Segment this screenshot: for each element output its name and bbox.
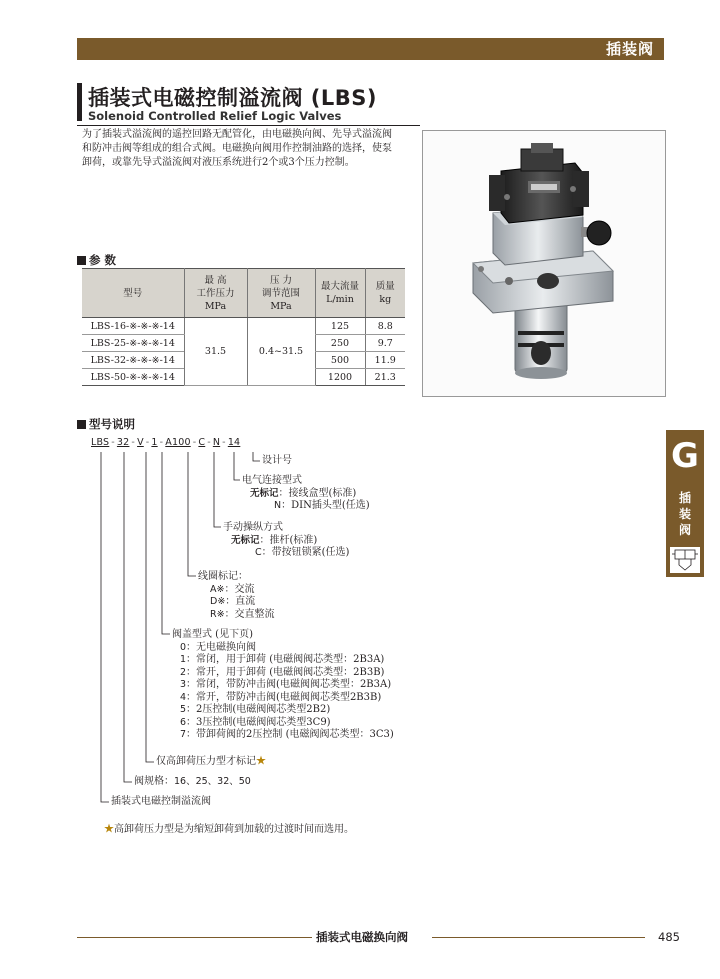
list-item: 2：常开，用于卸荷 (电磁阀阀芯类型：2B3B) [180,666,385,678]
code-seg-coil: A100 [165,437,191,448]
code-seg-size: 32 [116,437,130,448]
cell-model: LBS-16-※-※-※-14 [82,318,184,335]
cell-mass: 21.3 [365,369,405,386]
footer-title: 插装式电磁换向阀 [316,930,408,944]
side-tab-label: 插 装 阀 [678,491,691,537]
intro-line: 和防冲击阀等组成的组合式阀。电磁换向阀用作控制油路的选择，使泵 [82,143,392,154]
cell-model: LBS-50-※-※-※-14 [82,369,184,386]
list-item: 5：2压控制(电磁阀阀芯类型2B2) [180,704,331,715]
star-icon: ★ [256,756,266,767]
model-code-string: LBS - 32 - V - 1 - A100 - C - N - 14 [91,437,241,448]
manual-block: 手动操纵方式 无标记：推杆(标准) C：带按钮锁紧(任选) [223,522,350,558]
list-item: 0：无电磁换向阀 [180,641,257,653]
list-item: 4：常开，带防冲击阀(电磁阀阀芯类型2B3B) [180,691,382,703]
intro-line: 为了插装式溢流阀的遥控回路无配管化，由电磁换向阀、先导式溢流阀 [82,129,392,140]
code-seg-design: 14 [227,437,241,448]
code-seg-high-unload: V [137,437,144,448]
code-seg-electrical: N [212,437,221,448]
list-item: 3：常闭，带防冲击阀(电磁阀阀芯类型：2B3A) [180,679,392,690]
cell-flow: 1200 [315,369,365,386]
cell-flow: 500 [315,352,365,369]
list-item: 6：3压控制(电磁阀阀芯类型3C9) [180,716,331,728]
cell-mass: 11.9 [365,352,405,369]
col-header-max-flow: 最大流量 L/min [315,269,365,318]
design-no-text: 设计号 [262,455,292,466]
code-seg-manual: C [198,437,206,448]
col-header-max-pressure: 最 高 工作压力 MPa [184,269,247,318]
section-label: 插装阀 [605,40,654,58]
cell-model: LBS-32-※-※-※-14 [82,352,184,369]
page-number: 485 [658,930,680,944]
list-item: 1：常闭，用于卸荷 (电磁阀阀芯类型：2B3A) [180,654,385,665]
size-text: 阀规格：16、25、32、50 [134,776,251,787]
page-subtitle: Solenoid Controlled Relief Logic Valves [88,109,342,123]
cell-max-pressure: 31.5 [184,318,247,386]
star-icon: ★ [104,824,114,835]
footer-rule-left [77,937,312,938]
col-header-pressure-range: 压 力 调节范围 MPa [247,269,315,318]
code-seg-cover: 1 [151,437,158,448]
cell-pressure-range: 0.4~31.5 [247,318,315,386]
cell-model: LBS-25-※-※-※-14 [82,335,184,352]
col-header-model: 型号 [82,269,184,318]
series-text: 插装式电磁控制溢流阀 [111,796,211,807]
cell-flow: 125 [315,318,365,335]
cell-mass: 9.7 [365,335,405,352]
electrical-block: 电气连接型式 无标记：接线盒型(标准) N：DIN插头型(任选) [242,475,370,511]
code-seg-series: LBS [91,437,110,448]
cell-flow: 250 [315,335,365,352]
list-item: 7：带卸荷阀的2压控制 (电磁阀阀芯类型：3C3) [180,729,394,740]
col-header-mass: 质量 kg [365,269,405,318]
coil-block: 线圈标记： A※：交流 D※：直流 R※：交直整流 [198,571,275,620]
model-code-heading: 型号说明 [77,416,135,432]
cover-block: 阀盖型式 (见下页) 0：无电磁换向阀 1：常闭，用于卸荷 (电磁阀阀芯类型：2B3A) 2：常开，用于卸荷 (电磁阀阀芯类型：2B3B) 3：常闭，带防冲击阀(电磁阀阀芯类型：2B3A) 4：常开，带防冲击阀(电磁阀阀芯类型2B3B) 5：2压控制(电磁阀阀芯类型2B2) 6：3压控制(电磁阀阀芯类型3C9) 7：带卸荷阀的2压控制 (电磁阀阀芯类型：3C3) [172,629,394,740]
footer-rule-right [432,937,645,938]
high-unload-text: 仅高卸荷压力型才标记★ [156,756,266,767]
side-tab-letter: G [671,436,699,476]
intro-line: 卸荷，或靠先导式溢流阀对液压系统进行2个或3个压力控制。 [82,157,355,168]
specs-heading: 参 数 [77,252,116,268]
valve-symbol-icon [670,547,700,573]
page-title: 插装式电磁控制溢流阀 (LBS) [88,86,378,110]
cell-mass: 8.8 [365,318,405,335]
footnote: ★高卸荷压力型是为缩短卸荷到加载的过渡时间而选用。 [104,824,354,835]
